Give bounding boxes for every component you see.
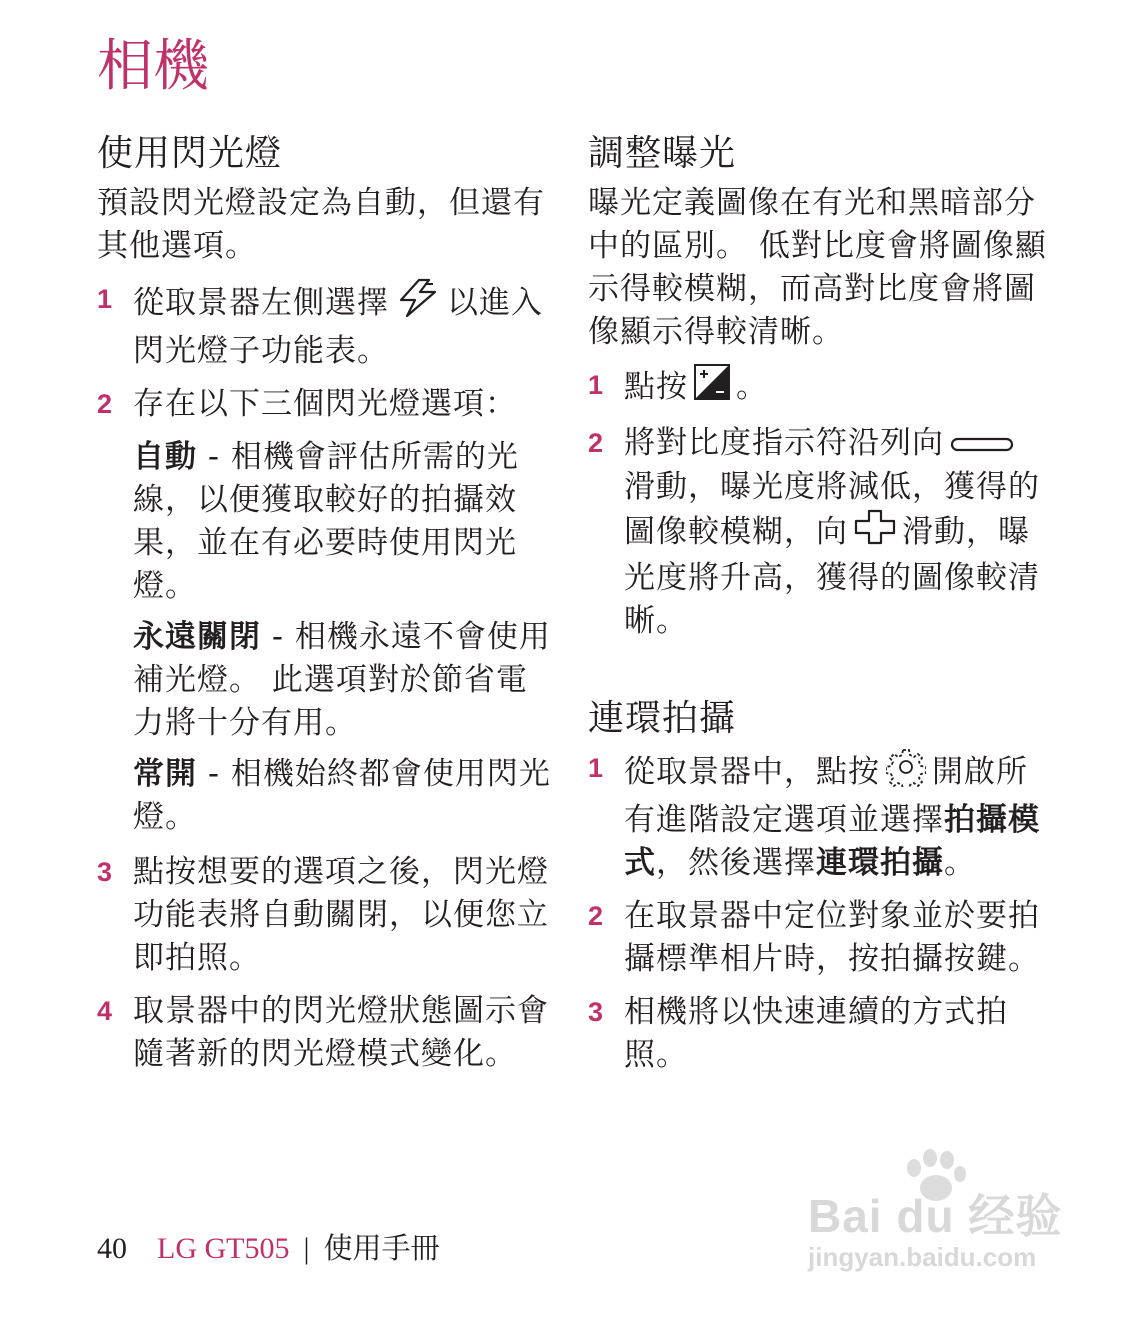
burst-step-3: [588, 991, 1048, 1077]
section-heading-flash: 使用閃光燈: [97, 133, 283, 174]
step-text-part1: 將對比度指示符沿列向: [624, 425, 944, 461]
option-desc: - 相機會評估所需的光線，以便獲取較好的拍攝效果，並在有必要時使用閃光燈。: [133, 439, 519, 604]
step-number: 4: [97, 996, 113, 1026]
burst-step-2: [588, 895, 1048, 981]
step-text: [133, 285, 543, 370]
step-text: [624, 425, 1040, 639]
flash-steps: [97, 278, 557, 426]
flash-step-4: [97, 990, 557, 1076]
flash-step-3: [97, 851, 557, 980]
step-bold-shoot-mode: 拍攝模式: [624, 802, 1040, 881]
exposure-step-2: [588, 422, 1048, 643]
burst-steps: [588, 747, 1048, 1077]
step-text-before: 點按: [624, 368, 688, 405]
watermark-url: jingyan.baidu.com: [808, 1242, 1037, 1272]
right-column: [588, 130, 1048, 1087]
step-text-before: 從取景器中，點按: [624, 753, 880, 790]
page-title: 相機: [97, 34, 209, 99]
step-text: [624, 754, 1040, 882]
flash-option-auto: [133, 436, 557, 608]
minus-icon: [950, 423, 1014, 466]
flash-option-off: [133, 616, 557, 745]
step-number: 1: [588, 753, 604, 783]
step-text: [624, 369, 768, 405]
step-number: 2: [588, 901, 604, 931]
flash-intro: 預設閃光燈設定為自動，但還有其他選項。: [97, 185, 545, 264]
option-desc: - 相機始終都會使用閃光燈。: [133, 756, 551, 835]
left-column: [97, 130, 557, 1086]
flash-step-1: [97, 278, 557, 373]
option-desc: - 相機永遠不會使用補光燈。 此選項對於節省電力將十分有用。: [133, 619, 551, 741]
option-term: 常開: [133, 756, 197, 792]
step-number: 1: [97, 284, 113, 314]
step-text-part3: 滑動，曝光度將升高，獲得的圖像較清晰。: [624, 513, 1040, 639]
step-number: 3: [97, 857, 113, 887]
flash-step-2: [97, 383, 557, 426]
option-term: 自動: [133, 439, 197, 475]
step-number: 3: [588, 997, 604, 1027]
flash-icon: [395, 278, 441, 330]
section-heading-exposure: 調整曝光: [588, 133, 737, 174]
plus-icon: [854, 509, 896, 557]
footer-separator: |: [303, 1232, 310, 1265]
page-number: 40: [97, 1232, 127, 1265]
step-text-after: 以進入閃光燈子功能表。: [133, 284, 543, 369]
step-text: 取景器中的閃光燈狀態圖示會隨著新的閃光燈模式變化。: [133, 993, 549, 1072]
step-number: 2: [97, 389, 113, 419]
exposure-step-1: [588, 364, 1048, 412]
step-text: 存在以下三個閃光燈選項：: [133, 386, 517, 422]
step-text: 相機將以快速連續的方式拍照。: [624, 994, 1008, 1073]
page-footer: [97, 1228, 440, 1269]
step-text-after: 。: [736, 368, 768, 405]
baidu-watermark: [808, 1160, 1078, 1290]
exposure-icon: [694, 364, 730, 412]
step-text-middle2: ，然後選擇: [656, 845, 816, 881]
settings-icon: [886, 747, 926, 799]
option-term: 永遠關閉: [133, 619, 261, 655]
step-text-middle: 開啟所有進階設定選項並選擇: [624, 753, 1028, 838]
step-text-before: 從取景器左側選擇: [133, 284, 389, 321]
step-text-part2: 滑動，曝光度將減低，獲得的圖像較模糊，向: [624, 469, 1040, 550]
section-heading-burst: 連環拍攝: [588, 698, 737, 739]
watermark-brand: Bai du 经验: [808, 1190, 1063, 1242]
step-text: 在取景器中定位對象並於要拍攝標準相片時，按拍攝按鍵。: [624, 898, 1040, 977]
step-text: 點按想要的選項之後，閃光燈功能表將自動關閉，以便您立即拍照。: [133, 854, 549, 976]
flash-option-on: [133, 753, 557, 839]
flash-steps-cont: [97, 851, 557, 1076]
model-name: LG GT505: [157, 1232, 290, 1265]
step-number: 1: [588, 370, 604, 400]
exposure-steps: [588, 364, 1048, 643]
exposure-intro: 曝光定義圖像在有光和黑暗部分中的區別。 低對比度會將圖像顯示得較模糊，而高對比度會將圖像顯示得較清晰。: [588, 185, 1047, 350]
step-text-after: 。: [944, 845, 976, 881]
step-bold-burst: 連環拍攝: [816, 845, 944, 881]
step-number: 2: [588, 428, 604, 458]
burst-step-1: [588, 747, 1048, 885]
manual-label: 使用手冊: [323, 1231, 440, 1265]
